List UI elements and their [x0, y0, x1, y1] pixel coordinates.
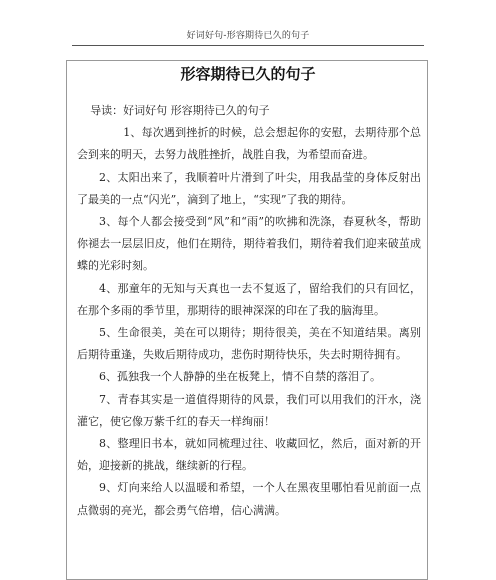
document-title: 形容期待已久的句子 [180, 65, 316, 83]
paragraph-5: 5、生命很美，美在可以期待；期待很美，美在不知道结果。离别后期待重逢，失败后期待成功，悲伤时期待快乐，失去时期待拥有。 [77, 326, 421, 362]
header-rule [72, 45, 424, 46]
paragraph-6: 6、孤独我一个人静静的坐在板凳上，情不自禁的落泪了。 [99, 370, 381, 384]
paragraph-7: 7、青春其实是一道值得期待的风景，我们可以用我们的汗水，浇灌它，使它像万紫千红的春天一样绚丽！ [77, 392, 421, 428]
paragraph-8: 8、整理旧书本，就如同梳理过往、收藏回忆，然后，面对新的开始，迎接新的挑战，继续新的行程。 [77, 437, 421, 473]
document-body [77, 100, 421, 522]
paragraph-2: 2、太阳出来了，我顺着叶片滑到了叶尖，用我晶莹的身体反射出了最美的一点“闪光”，滴到了地上，“实现”了我的期待。 [77, 170, 421, 206]
intro-paragraph: 导读：好词好句 形容期待已久的句子 [90, 104, 270, 117]
paragraph-4: 4、那童年的无知与天真也一去不复返了，留给我们的只有回忆，在那个多雨的季节里，那期待的眼神深深的印在了我的脑海里。 [77, 281, 421, 317]
paragraph-1: 1、每次遇到挫折的时候，总会想起你的安慰，去期待那个总会到来的明天，去努力战胜挫折，战胜自我，为希望而奋进。 [77, 126, 421, 162]
page-header: 好词好句-形容期待已久的句子 [186, 31, 310, 41]
paragraph-9: 9、灯向来给人以温暖和希望，一个人在黑夜里哪怕看见前面一点点微弱的亮光，都会勇气倍增，信心满满。 [77, 481, 421, 517]
paragraph-3: 3、每个人都会接受到“风”和“雨”的吹拂和洗涤，春夏秋冬，帮助你褪去一层层旧皮，他们在期待，期待着我们，期待着我们迎来破茧成蝶的光彩时刻。 [77, 215, 421, 273]
